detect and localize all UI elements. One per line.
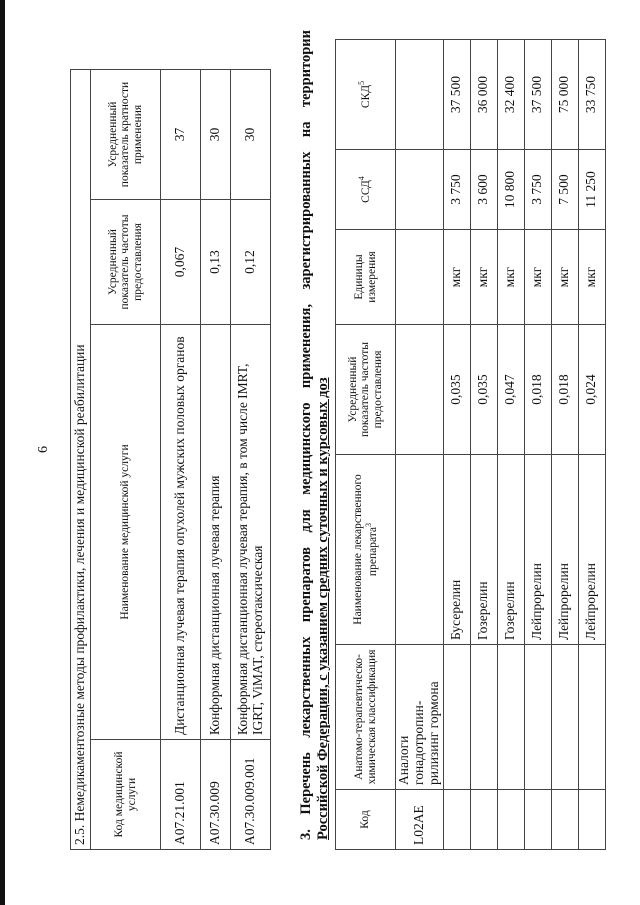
cell-frequency: 0,12 (231, 200, 271, 325)
table-header-row (91, 70, 161, 850)
section-3-heading (298, 30, 332, 840)
header-atc: Анатомо-терапевтическо-химическая классификация (336, 645, 396, 790)
cell-code (470, 790, 497, 850)
table-row (578, 40, 605, 850)
header-code: Код медицинской услуги (91, 740, 161, 850)
cell-atc (578, 645, 605, 790)
cell-ssd: 3 750 (524, 150, 551, 230)
group-row (396, 40, 444, 850)
cell-drug-name: Гозерелин (497, 455, 524, 645)
header-text: Наименование лекарственного препарата (351, 474, 379, 625)
footnote-ref: 5 (357, 80, 367, 85)
cell-code (497, 790, 524, 850)
cell-skd: 36 000 (470, 40, 497, 150)
cell-units: мкг (497, 230, 524, 325)
cell-frequency: 0,024 (578, 325, 605, 455)
header-drug-name (336, 455, 396, 645)
cell-frequency: 0,035 (470, 325, 497, 455)
cell-code (551, 790, 578, 850)
header-text: СКД (360, 84, 373, 109)
header-text: ССД (360, 180, 373, 203)
header-multiplicity: Усредненный показатель кратности применения (91, 70, 161, 200)
header-frequency: Усредненный показатель частоты предоставления (91, 200, 161, 325)
cell-multiplicity: 30 (231, 70, 271, 200)
drugs-table (335, 39, 606, 850)
cell-skd: 32 400 (497, 40, 524, 150)
table-row (470, 40, 497, 850)
cell-atc (524, 645, 551, 790)
cell-multiplicity: 30 (201, 70, 231, 200)
header-code: Код (336, 790, 396, 850)
cell-ssd: 3 600 (470, 150, 497, 230)
cell-ssd: 3 750 (443, 150, 470, 230)
cell-code (524, 790, 551, 850)
cell-frequency: 0,13 (201, 200, 231, 325)
cell-frequency: 0,047 (497, 325, 524, 455)
cell-name: Конформная дистанционная лучевая терапия, в том числе IMRT, IGRT, ViMAT, стереотаксическая (231, 325, 271, 740)
table-title: 2.5. Немедикаментозные методы профилактики, лечения и медицинской реабилитации (71, 70, 91, 850)
table-row (231, 70, 271, 850)
cell-code: A07.30.009 (201, 740, 231, 850)
cell-skd: 37 500 (443, 40, 470, 150)
cell-frequency: 0,067 (161, 200, 201, 325)
table-row (161, 70, 201, 850)
table-row (443, 40, 470, 850)
cell-atc (443, 645, 470, 790)
cell-units: мкг (524, 230, 551, 325)
cell-multiplicity: 37 (161, 70, 201, 200)
cell-frequency: 0,018 (524, 325, 551, 455)
table-row (201, 70, 231, 850)
cell-ssd: 7 500 (551, 150, 578, 230)
table-row (524, 40, 551, 850)
cell-atc (497, 645, 524, 790)
header-frequency: Усредненный показатель частоты предоставления (336, 325, 396, 455)
header-ssd (336, 150, 396, 230)
table-row (497, 40, 524, 850)
cell-atc: Аналоги гонадотропин-рилизинг гормона (396, 645, 444, 790)
cell-units: мкг (470, 230, 497, 325)
cell-drug-name: Лейпрорелин (551, 455, 578, 645)
footnote-ref: 4 (357, 176, 367, 181)
heading-line-1: 3. Перечень лекарственных препаратов для медицинского применения, зарегистрированных на территории (298, 30, 314, 840)
cell-drug-name: Бусерелин (443, 455, 470, 645)
cell-code: A07.30.009.001 (231, 740, 271, 850)
cell-ssd: 10 800 (497, 150, 524, 230)
cell-units: мкг (578, 230, 605, 325)
cell-name: Конформная дистанционная лучевая терапия (201, 325, 231, 740)
cell-code: L02AE (396, 790, 444, 850)
header-units: Единицы измерения (336, 230, 396, 325)
cell-skd: 33 750 (578, 40, 605, 150)
page-number: 6 (36, 446, 51, 453)
header-skd (336, 40, 396, 150)
table-row (551, 40, 578, 850)
cell-atc (470, 645, 497, 790)
cell-units: мкг (443, 230, 470, 325)
heading-line-2: Российской Федерации, с указанием средних суточных и курсовых доз (315, 377, 331, 840)
header-name: Наименование медицинской услуги (91, 325, 161, 740)
cell-ssd: 11 250 (578, 150, 605, 230)
cell-drug-name: Гозерелин (470, 455, 497, 645)
cell-skd: 37 500 (524, 40, 551, 150)
cell-code (443, 790, 470, 850)
cell-drug-name: Лейпрорелин (524, 455, 551, 645)
cell-code: A07.21.001 (161, 740, 201, 850)
cell-units: мкг (551, 230, 578, 325)
cell-name: Дистанционная лучевая терапия опухолей мужских половых органов (161, 325, 201, 740)
cell-code (578, 790, 605, 850)
cell-frequency: 0,035 (443, 325, 470, 455)
non-drug-methods-table (70, 69, 271, 850)
footnote-ref: 3 (363, 522, 373, 527)
cell-drug-name: Лейпрорелин (578, 455, 605, 645)
table-header-row (336, 40, 396, 850)
cell-skd: 75 000 (551, 40, 578, 150)
cell-atc (551, 645, 578, 790)
cell-frequency: 0,018 (551, 325, 578, 455)
